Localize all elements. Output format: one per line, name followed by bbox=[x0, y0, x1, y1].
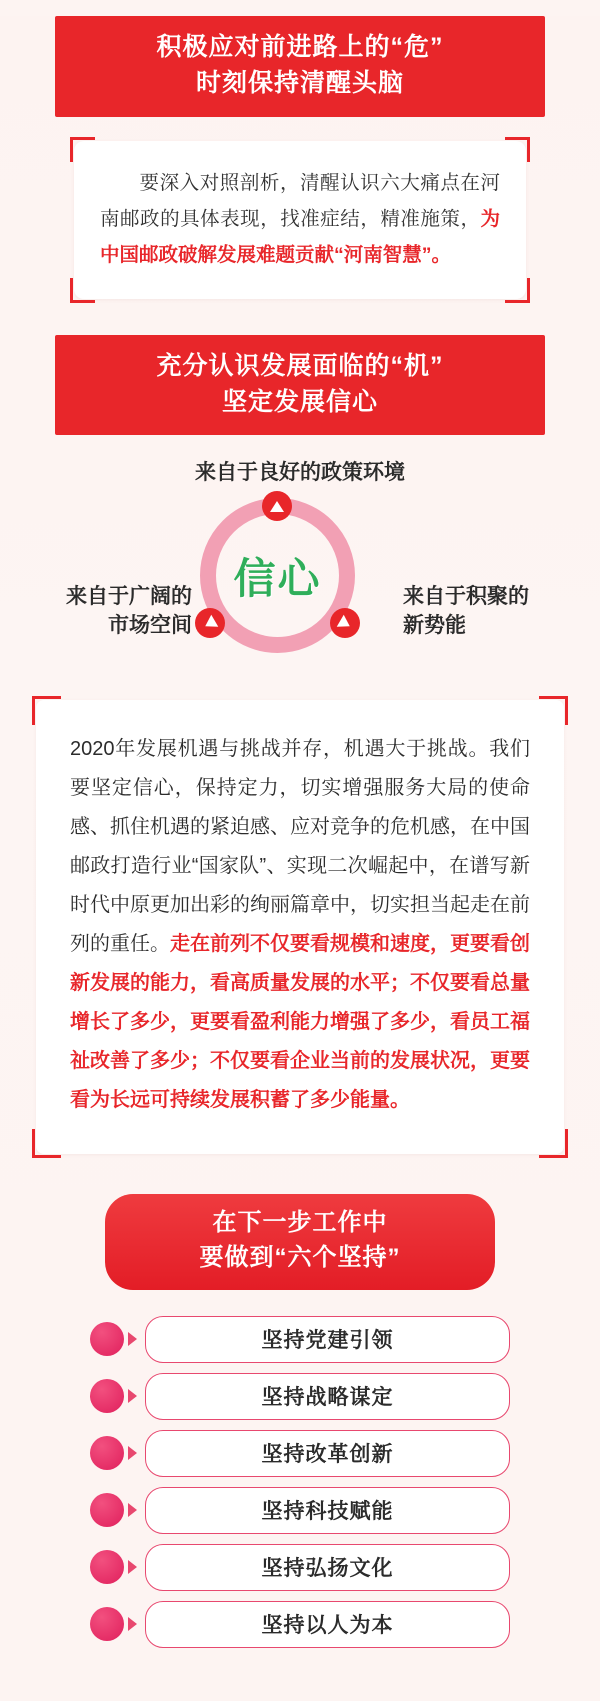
ring-label-right-line2: 新势能 bbox=[403, 613, 466, 637]
section1-banner-line1: 积极应对前进路上的“危” bbox=[156, 33, 444, 61]
list-item[interactable] bbox=[90, 1430, 510, 1477]
corner-bracket-top-right bbox=[539, 696, 568, 725]
bullet-dot-icon bbox=[90, 1379, 124, 1413]
corner-bracket-bottom-left bbox=[70, 278, 95, 303]
ring-label-left-line2: 市场空间 bbox=[108, 613, 192, 637]
corner-bracket-top-right bbox=[505, 137, 530, 162]
section2-paragraph-highlight: 走在前列不仅要看规模和速度，更要看创新发展的能力，看高质量发展的水平；不仅要看总量增长了多少，更要看盈利能力增强了多少，看员工福祉改善了多少；不仅要看企业当前的发展状况，更要看为长远可持续发展积蓄了多少能量。 bbox=[70, 933, 530, 1112]
list-item[interactable] bbox=[90, 1544, 510, 1591]
section2-paragraph-text: 2020年发展机遇与挑战并存，机遇大于挑战。我们要坚定信心，保持定力，切实增强服务大局的使命感、抓住机遇的紧迫感、应对竞争的危机感，在中国邮政打造行业“国家队”、实现二次崛起中，在谱写新时代中原更加出彩的绚丽篇章中，切实担当起走在前列的重任。 bbox=[70, 738, 530, 956]
corner-bracket-bottom-right bbox=[505, 278, 530, 303]
corner-bracket-bottom-left bbox=[32, 1129, 61, 1158]
six-insist-list bbox=[0, 1316, 600, 1698]
chevron-right-icon bbox=[128, 1332, 137, 1346]
bullet-dot-icon bbox=[90, 1436, 124, 1470]
bullet-dot-icon bbox=[90, 1550, 124, 1584]
chevron-right-icon bbox=[128, 1446, 137, 1460]
list-item[interactable] bbox=[90, 1601, 510, 1648]
chevron-right-icon bbox=[128, 1617, 137, 1631]
bullet-dot-icon bbox=[90, 1493, 124, 1527]
section3-banner-line1: 在下一步工作中 bbox=[212, 1209, 388, 1237]
ring-label-right-line1: 来自于积聚的 bbox=[403, 585, 529, 609]
chevron-right-icon bbox=[128, 1503, 137, 1517]
ring-label-right bbox=[403, 583, 578, 640]
corner-bracket-bottom-right bbox=[539, 1129, 568, 1158]
confidence-ring-diagram bbox=[0, 453, 600, 688]
list-item[interactable] bbox=[90, 1316, 510, 1363]
ring-label-top: 来自于良好的政策环境 bbox=[195, 461, 405, 485]
list-item-label: 坚持科技赋能 bbox=[145, 1487, 510, 1534]
bullet-dot-icon bbox=[90, 1322, 124, 1356]
triangle-marker-top-icon bbox=[262, 491, 292, 521]
section2-paragraph-box bbox=[36, 700, 564, 1154]
list-item-label: 坚持弘扬文化 bbox=[145, 1544, 510, 1591]
list-item-label: 坚持以人为本 bbox=[145, 1601, 510, 1648]
chevron-right-icon bbox=[128, 1389, 137, 1403]
infographic-page bbox=[0, 16, 600, 1701]
corner-bracket-top-left bbox=[70, 137, 95, 162]
section3-banner bbox=[105, 1194, 495, 1290]
section1-quote-box bbox=[74, 141, 526, 299]
list-item-label: 坚持改革创新 bbox=[145, 1430, 510, 1477]
section1-banner bbox=[55, 16, 545, 117]
corner-bracket-top-left bbox=[32, 696, 61, 725]
triangle-marker-left-icon bbox=[195, 608, 225, 638]
chevron-right-icon bbox=[128, 1560, 137, 1574]
section3-banner-line2: 要做到“六个坚持” bbox=[199, 1243, 401, 1271]
list-item[interactable] bbox=[90, 1487, 510, 1534]
section1-banner-line2: 时刻保持清醒头脑 bbox=[195, 69, 404, 98]
list-item[interactable] bbox=[90, 1373, 510, 1420]
section1-quote-text: 要深入对照剖析，清醒认识六大痛点在河南邮政的具体表现，找准症结，精准施策， bbox=[100, 171, 500, 230]
list-item-label: 坚持党建引领 bbox=[145, 1316, 510, 1363]
ring-label-left bbox=[22, 583, 192, 640]
section2-banner-line2: 坚定发展信心 bbox=[221, 387, 378, 416]
bullet-dot-icon bbox=[90, 1607, 124, 1641]
ring-center-text: 信心 bbox=[233, 554, 322, 602]
triangle-marker-right-icon bbox=[330, 608, 360, 638]
section2-banner bbox=[55, 335, 545, 436]
section1-quote-highlight: 为中国邮政破解发展难题贡献“河南智慧”。 bbox=[100, 207, 500, 266]
ring-label-left-line1: 来自于广阔的 bbox=[66, 585, 192, 609]
section2-banner-line1: 充分认识发展面临的“机” bbox=[156, 351, 444, 380]
list-item-label: 坚持战略谋定 bbox=[145, 1373, 510, 1420]
